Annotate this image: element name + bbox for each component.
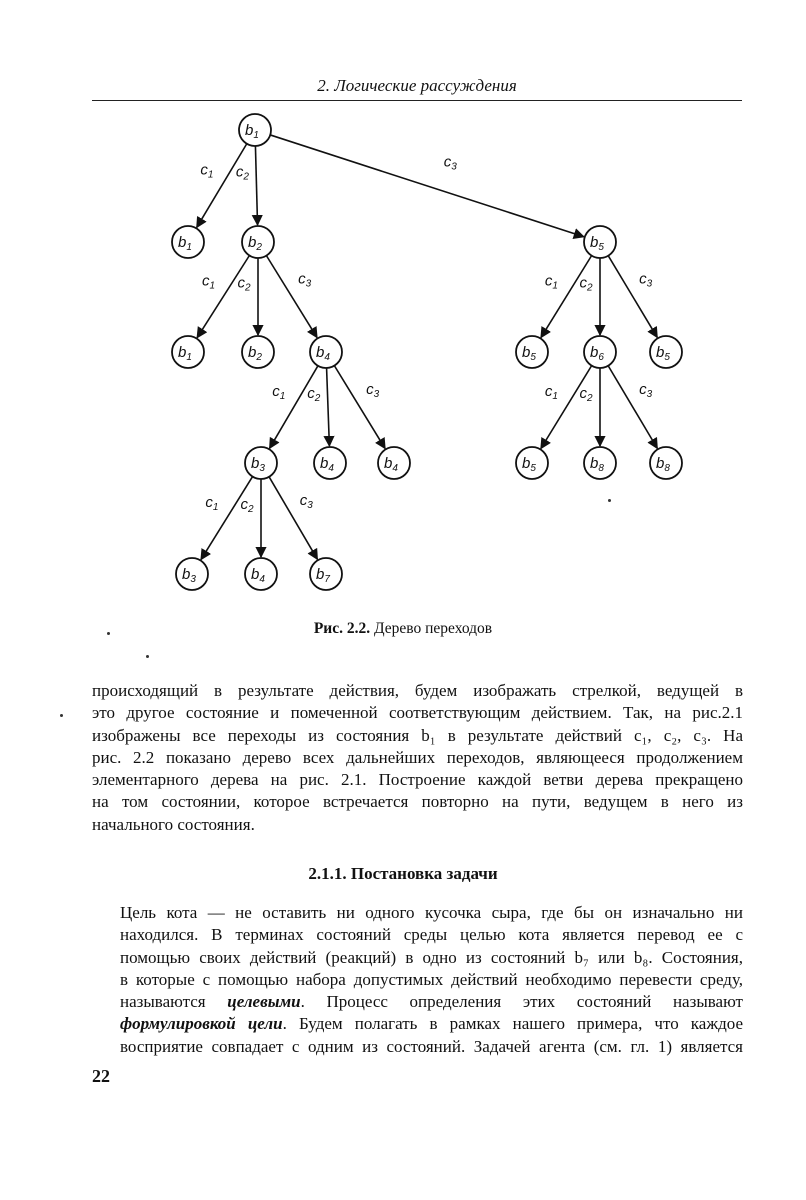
- paragraph-2: [92, 902, 743, 1058]
- edge-action-label: $c_1$: [205, 493, 219, 513]
- page-number: 22: [92, 1066, 110, 1086]
- state-node-b5: [650, 336, 682, 368]
- state-node-b2: [242, 336, 274, 368]
- edge-action-label: $c_1$: [200, 161, 214, 181]
- tree-edge-arrow: [608, 256, 657, 338]
- tree-edge-arrow: [201, 477, 253, 560]
- tree-edge-arrow: [269, 477, 317, 560]
- p1-line: элементарного дерева на рис. 2.1. Построение каждой ветви дерева прекращено: [92, 770, 743, 790]
- state-node-b7: [310, 558, 342, 590]
- edge-action-label: $c_3$: [443, 153, 457, 173]
- section-heading: 2.1.1. Постановка задачи: [308, 864, 498, 883]
- term-goal-states: целевыми: [227, 992, 301, 1012]
- state-node-b5: [516, 336, 548, 368]
- edge-action-label: $c_3$: [639, 270, 653, 290]
- scan-speck: [107, 632, 110, 635]
- state-node-label: $b_5$: [590, 234, 604, 253]
- p1-line: изображены все переходы из состояния b₁ в результате действий c₁, c₂, c₃. На: [92, 725, 743, 745]
- state-node-label: $b_2$: [248, 344, 262, 363]
- running-header: 2. Логические рассуждения: [317, 76, 517, 95]
- edge-action-label: $c_2$: [307, 384, 321, 404]
- state-node-label: $b_5$: [522, 455, 536, 474]
- p2-line: Цель кота — не оставить ни одного кусочка сыра, где бы он изначально ни: [120, 903, 743, 922]
- p1-line: рис. 2.2 показано дерево всех дальнейших переходов, являющееся продолжением: [92, 747, 743, 767]
- state-node-label: $b_1$: [245, 122, 259, 141]
- state-node-label: $b_6$: [590, 344, 604, 363]
- state-node-label: $b_3$: [251, 455, 265, 474]
- tree-edge-arrow: [270, 366, 318, 449]
- tree-edge-arrow: [266, 256, 317, 338]
- state-node-label: $b_4$: [251, 566, 265, 585]
- tree-edge-arrow: [197, 144, 247, 228]
- scan-speck: [146, 655, 149, 658]
- state-node-label: $b_5$: [656, 344, 670, 363]
- caption-label: Рис. 2.2.: [313, 620, 371, 637]
- edge-action-label: $c_1$: [201, 272, 216, 292]
- state-node-label: $b_8$: [590, 455, 604, 474]
- edge-action-label: $c_3$: [366, 380, 380, 400]
- state-node-b1: [239, 114, 271, 146]
- tree-edge-arrow: [327, 368, 330, 446]
- state-node-b4: [314, 447, 346, 479]
- edge-action-label: $c_2$: [237, 274, 251, 294]
- paragraph-1: [92, 680, 743, 836]
- edge-action-label: $c_1$: [272, 382, 286, 402]
- state-node-b2: [242, 226, 274, 258]
- state-node-b4: [245, 558, 277, 590]
- caption-text: Дерево переходов: [374, 620, 493, 637]
- state-node-b3: [245, 447, 277, 479]
- p2-text: называются: [120, 992, 228, 1012]
- state-node-b4: [378, 447, 410, 479]
- state-node-label: $b_1$: [178, 234, 192, 253]
- tree-edge-arrow: [270, 135, 584, 237]
- state-node-label: $b_4$: [320, 455, 334, 474]
- edge-action-label: $c_2$: [579, 274, 593, 294]
- state-node-b5: [516, 447, 548, 479]
- state-node-b1: [172, 336, 204, 368]
- p2-text: . Процесс определения этих состояний называют: [300, 992, 743, 1012]
- state-node-b4: [310, 336, 342, 368]
- tree-edge-arrow: [541, 366, 592, 449]
- tree-edge-arrow: [541, 256, 592, 338]
- p2-text: . Будем полагать в рамках нашего примера, что каждое: [282, 1014, 743, 1034]
- edge-action-label: $c_2$: [235, 163, 249, 183]
- edge-action-label: $c_3$: [639, 380, 653, 400]
- edge-action-label: $c_2$: [240, 495, 254, 515]
- tree-edge-arrow: [197, 255, 249, 337]
- state-node-b5: [584, 226, 616, 258]
- state-node-label: $b_4$: [384, 455, 398, 474]
- edge-action-label: $c_2$: [579, 384, 593, 404]
- tree-edge-arrow: [255, 146, 257, 225]
- state-node-b8: [650, 447, 682, 479]
- p2-line: находился. В терминах состояний среды целью кота является перевод ее с: [120, 925, 743, 945]
- p1-line: это другое состояние и помеченной соответствующим действием. Так, на рис.2.1: [92, 703, 743, 723]
- term-goal-formulation: формулировкой цели: [120, 1014, 283, 1034]
- state-node-label: $b_1$: [178, 344, 192, 363]
- p1-line: на том состоянии, которое встречается повторно на пути, ведущем в него из: [92, 792, 743, 812]
- state-node-label: $b_8$: [656, 455, 670, 474]
- edge-action-label: $c_3$: [298, 270, 312, 290]
- state-node-b6: [584, 336, 616, 368]
- p1-line: начального состояния.: [92, 814, 255, 834]
- tree-edge-arrow: [608, 366, 657, 449]
- figure-caption: [0, 620, 806, 638]
- edge-action-label: $c_1$: [544, 382, 558, 402]
- edge-action-label: $c_1$: [544, 272, 558, 292]
- state-node-label: $b_3$: [182, 566, 196, 585]
- tree-edge-arrow: [334, 366, 385, 449]
- p2-line: [92, 1013, 743, 1035]
- state-node-label: $b_4$: [316, 344, 330, 363]
- p2-line: помощью своих действий (реакций) в одно из состояний b₇ или b₈. Состояния,: [120, 947, 743, 967]
- edge-action-label: $c_3$: [299, 491, 313, 511]
- state-node-b8: [584, 447, 616, 479]
- scan-speck: [60, 714, 63, 717]
- p2-line: восприятие совпадает с одним из состояний. Задачей агента (см. гл. 1) является: [120, 1036, 743, 1056]
- state-node-b3: [176, 558, 208, 590]
- p2-line: [92, 991, 743, 1013]
- state-node-label: $b_5$: [522, 344, 536, 363]
- state-node-label: $b_2$: [248, 234, 262, 253]
- scan-speck: [608, 499, 611, 502]
- p1-line: происходящий в результате действия, будем изображать стрелкой, ведущей в: [92, 681, 743, 700]
- state-node-label: $b_7$: [316, 566, 330, 585]
- p2-line: в которые с помощью набора допустимых действий необходимо перевести среду,: [120, 969, 743, 989]
- state-node-b1: [172, 226, 204, 258]
